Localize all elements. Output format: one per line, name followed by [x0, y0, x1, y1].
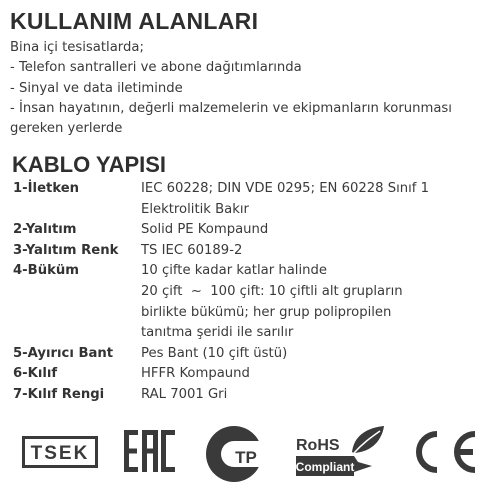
rohs-logo-text: RoHS	[296, 437, 340, 454]
tsek-logo-text: TSEK	[30, 443, 90, 464]
ctp-logo	[204, 424, 264, 484]
spec-label: 1-İletken	[13, 181, 80, 196]
spec-row-insulation-color	[13, 241, 493, 262]
eac-logo	[122, 428, 176, 474]
spec-value-line: birlikte bükümü; her grup polipropilen	[141, 304, 392, 320]
spec-row-separator-tape	[13, 344, 493, 365]
spec-row-sheath-color	[13, 385, 493, 406]
usage-line: - Telefon santralleri ve abone dağıtımlarında	[10, 60, 302, 76]
usage-line: - İnsan hayatının, değerli malzemelerin ve ekipmanların korunması	[10, 100, 452, 116]
ctp-logo-text: TP	[235, 448, 257, 467]
structure-spec-list	[13, 179, 493, 406]
usage-line: Bina içi tesisatlarda;	[10, 40, 144, 55]
ce-logo	[404, 429, 480, 475]
spec-label: 2-Yalıtım	[13, 222, 77, 238]
spec-label: 5-Ayırıcı Bant	[13, 345, 114, 361]
spec-value-line: 20 çift ~ 100 çift: 10 çiftli alt grupların	[141, 283, 403, 299]
usage-line: - Sinyal ve data iletiminde	[10, 80, 183, 96]
spec-label: 3-Yalıtım Renk	[13, 242, 119, 258]
spec-label: 6-Kılıf	[13, 366, 58, 382]
spec-value	[141, 220, 493, 241]
spec-value-line: tanıtma şeridi ile sarılır	[141, 325, 294, 341]
spec-row-twisting	[13, 261, 493, 343]
usage-list	[10, 38, 495, 139]
spec-value-line: TS IEC 60189-2	[141, 242, 243, 258]
spec-label: 7-Kılıf Rengi	[13, 386, 105, 402]
spec-value	[141, 385, 493, 406]
spec-value	[141, 261, 493, 343]
spec-value-line: HFFR Kompaund	[141, 366, 250, 382]
spec-label: 4-Büküm	[13, 263, 79, 279]
spec-value-line: Elektrolitik Bakır	[141, 201, 249, 217]
rohs-compliant-text: Compliant	[295, 460, 355, 474]
tsek-logo	[22, 436, 98, 468]
spec-row-sheath	[13, 364, 493, 385]
spec-value-line: 10 çifte kadar katlar halinde	[141, 263, 327, 279]
usage-line: gereken yerlerde	[10, 121, 123, 137]
usage-title: KULLANIM ALANLARI	[10, 8, 259, 34]
spec-value-line: RAL 7001 Gri	[141, 386, 228, 402]
spec-value	[141, 364, 493, 385]
spec-value	[141, 344, 493, 365]
spec-value-line: Solid PE Kompaund	[141, 222, 269, 238]
spec-row-insulation	[13, 220, 493, 241]
certification-logos	[0, 420, 500, 490]
spec-value	[141, 179, 493, 220]
rohs-logo	[292, 422, 388, 480]
spec-value	[141, 241, 493, 262]
spec-value-line: Pes Bant (10 çift üstü)	[141, 345, 288, 361]
structure-title: KABLO YAPISI	[12, 152, 167, 177]
spec-row-conductor	[13, 179, 493, 220]
spec-value-line: IEC 60228; DIN VDE 0295; EN 60228 Sınıf 1	[141, 181, 430, 196]
